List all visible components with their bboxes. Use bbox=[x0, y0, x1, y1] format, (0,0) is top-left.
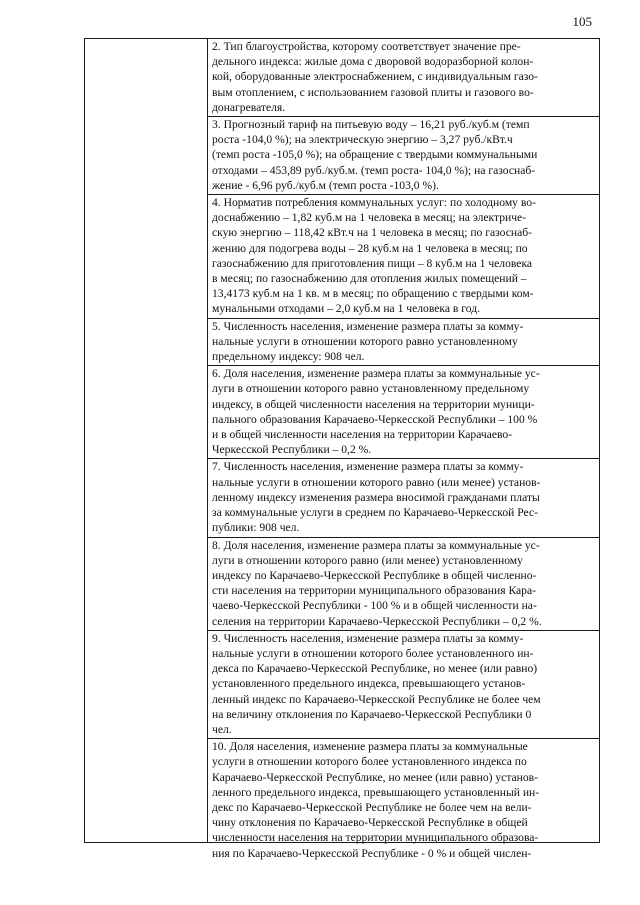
text-line: кой, оборудованные электроснабжением, с индивидуальным газо- bbox=[212, 70, 538, 84]
table-item-9 bbox=[208, 739, 599, 862]
table-item-8 bbox=[208, 631, 599, 739]
text-line: ленному индексу изменения размера вносимой гражданами платы bbox=[212, 490, 540, 504]
text-line: донагревателя. bbox=[212, 100, 286, 114]
text-line: селения на территории Карачаево-Черкесской Республики – 0,2 %. bbox=[212, 614, 542, 628]
text-line: дельного индекса: жилые дома с дворовой водоразборной колон- bbox=[212, 55, 534, 69]
text-line: 3. Прогнозный тариф на питьевую воду – 16,21 руб./куб.м (темп bbox=[212, 118, 530, 132]
text-line: газоснабжению для приготовления пищи – 8 куб.м на 1 человека bbox=[212, 256, 533, 270]
text-line: декс по Карачаево-Черкесской Республике не более чем на вели- bbox=[212, 800, 532, 814]
text-line: за коммунальные услуги в среднем по Карачаево-Черкесской Рес- bbox=[212, 506, 538, 520]
text-line: 6. Доля населения, изменение размера платы за коммунальные ус- bbox=[212, 367, 540, 381]
text-line: вым отоплением, с использованием газовой плиты и газового во- bbox=[212, 85, 534, 99]
table-item-3 bbox=[208, 195, 599, 319]
text-line: нальные услуги в отношении которого равно установленному bbox=[212, 334, 518, 348]
text-line: чину отклонения по Карачаево-Черкесской Республике в общей bbox=[212, 816, 528, 830]
text-line: 5. Численность населения, изменение размера платы за комму- bbox=[212, 319, 524, 333]
text-line: роста -104,0 %); на электрическую энергию – 3,27 руб./кВт.ч bbox=[212, 133, 513, 147]
text-line: 10. Доля населения, изменение размера платы за коммунальные bbox=[212, 740, 528, 754]
text-line: 8. Доля населения, изменение размера платы за коммунальные ус- bbox=[212, 538, 540, 552]
text-line: Карачаево-Черкесской Республике, но менее (или равно) установ- bbox=[212, 770, 539, 784]
text-line: публики: 908 чел. bbox=[212, 521, 300, 535]
page-number: 105 bbox=[572, 14, 592, 29]
table-item-2 bbox=[208, 117, 599, 195]
text-line: жение - 6,96 руб./куб.м (темп роста -103,0 %). bbox=[212, 178, 439, 192]
text-line: чаево-Черкесской Республики - 100 % и в общей численности на- bbox=[212, 599, 537, 613]
text-line: индексу по Карачаево-Черкесской Республике в общей численно- bbox=[212, 568, 537, 582]
table-item-7 bbox=[208, 538, 599, 631]
text-line: ленного предельного индекса, превышающего установленный ин- bbox=[212, 785, 540, 799]
text-line: Черкесской Республики – 0,2 %. bbox=[212, 443, 372, 457]
text-line: индексу, в общей численности населения на территории муници- bbox=[212, 397, 535, 411]
text-line: в месяц; по газоснабжению для отопления жилых помещений – bbox=[212, 272, 527, 286]
text-line: 7. Численность населения, изменение размера платы за комму- bbox=[212, 460, 524, 474]
text-line: доснабжению – 1,82 куб.м на 1 человека в месяц; на электриче- bbox=[212, 211, 527, 225]
text-line: услуги в отношении которого более установленного индекса по bbox=[212, 755, 527, 769]
table-item-6 bbox=[208, 459, 599, 537]
text-line: нальные услуги в отношении которого более установленного ин- bbox=[212, 646, 534, 660]
text-line: предельному индексу: 908 чел. bbox=[212, 350, 365, 364]
text-line: отходами – 453,89 руб./куб.м. (темп роста- 104,0 %); на газоснаб- bbox=[212, 163, 536, 177]
text-line: установленного предельного индекса, превышающего установ- bbox=[212, 677, 526, 691]
text-line: на величину отклонения по Карачаево-Черкесской Республики 0 bbox=[212, 707, 532, 721]
text-line: численности населения на территории муниципального образова- bbox=[212, 831, 539, 845]
table-item-1 bbox=[208, 39, 599, 117]
table-left-column bbox=[85, 39, 208, 842]
document-table bbox=[84, 38, 600, 860]
text-line: луги в отношении которого равно (или менее) установленному bbox=[212, 553, 523, 567]
text-line: декса по Карачаево-Черкесской Республике, но менее (или равно) bbox=[212, 662, 538, 676]
text-line: мунальными отходами – 2,0 куб.м на 1 человека в год. bbox=[212, 302, 480, 316]
text-line: (темп роста -105,0 %); на обращение с твердыми коммунальными bbox=[212, 148, 538, 162]
text-line: нальные услуги в отношении которого равно (или менее) установ- bbox=[212, 475, 541, 489]
table-right-column bbox=[208, 39, 599, 860]
text-line: пального образования Карачаево-Черкесской Республики – 100 % bbox=[212, 412, 538, 426]
text-line: сти населения на территории муниципального образования Кара- bbox=[212, 584, 536, 598]
text-line: 4. Норматив потребления коммунальных услуг: по холодному во- bbox=[212, 196, 536, 210]
text-line: чел. bbox=[212, 722, 232, 736]
text-line: 9. Численность населения, изменение размера платы за комму- bbox=[212, 631, 524, 645]
table-item-4 bbox=[208, 319, 599, 367]
text-line: 2. Тип благоустройства, которому соответствует значение пре- bbox=[212, 40, 521, 53]
text-line: ленный индекс по Карачаево-Черкесской Республике не более чем bbox=[212, 692, 541, 706]
text-line: ния по Карачаево-Черкесской Республике - 0 % и общей числен- bbox=[212, 846, 532, 860]
text-line: 13,4173 куб.м на 1 кв. м в месяц; по обращению с твердыми ком- bbox=[212, 287, 534, 301]
text-line: жению для подогрева воды – 28 куб.м на 1 человека в месяц; по bbox=[212, 241, 528, 255]
table-item-5 bbox=[208, 366, 599, 459]
text-line: луги в отношении которого равно установленному предельному bbox=[212, 382, 530, 396]
text-line: и в общей численности населения на территории Карачаево- bbox=[212, 428, 513, 442]
text-line: скую энергию – 118,42 кВт.ч на 1 человека в месяц; по газоснаб- bbox=[212, 226, 533, 240]
